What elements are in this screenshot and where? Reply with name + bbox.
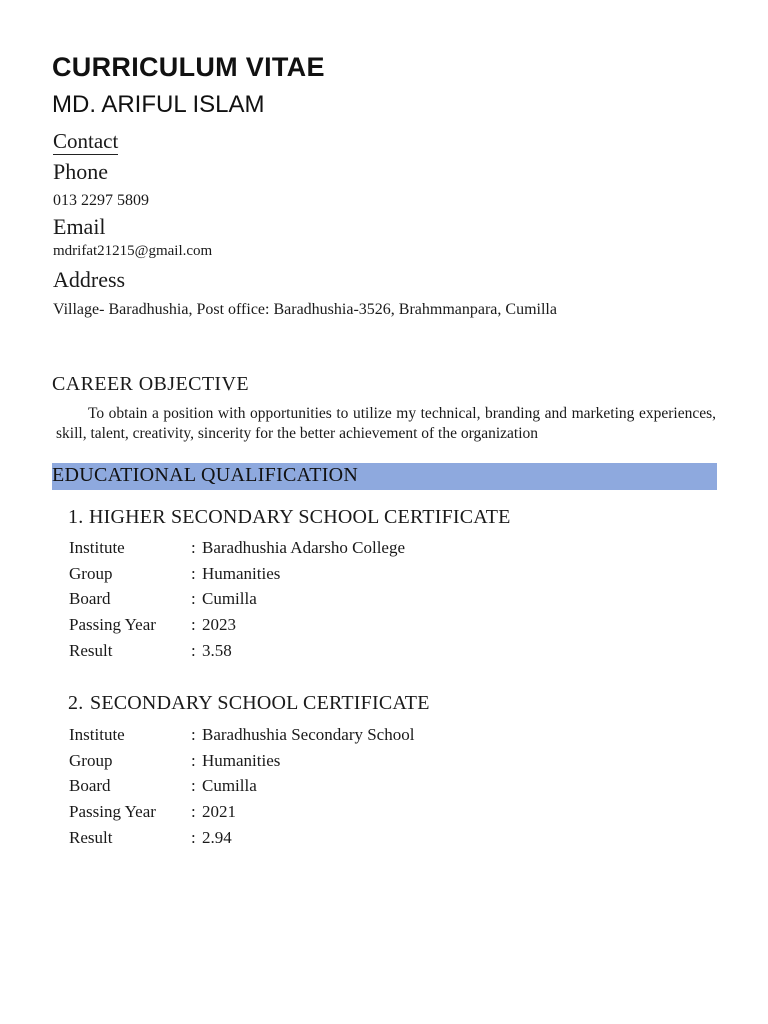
cert-2-group-label: Group	[69, 751, 113, 770]
email-label: Email	[53, 214, 106, 239]
cert-1-result-colon: :	[191, 641, 196, 660]
certificate-2-title: SECONDARY SCHOOL CERTIFICATE	[90, 692, 430, 714]
phone-value: 013 2297 5809	[53, 192, 149, 209]
education-heading: EDUCATIONAL QUALIFICATION	[52, 464, 359, 486]
cert-2-group-colon: :	[191, 751, 196, 770]
document-title: CURRICULUM VITAE	[52, 52, 325, 82]
contact-heading: Contact	[53, 129, 119, 153]
cert-1-result-label: Result	[69, 641, 113, 660]
email-value: mdrifat21215@gmail.com	[53, 243, 213, 259]
cert-1-passing-year-value: 2023	[202, 615, 236, 634]
cert-1-passing-year-colon: :	[191, 615, 196, 634]
cert-1-board-label: Board	[69, 589, 111, 608]
cert-1-group-value: Humanities	[202, 564, 281, 583]
cert-1-institute-colon: :	[191, 538, 196, 557]
career-objective-heading: CAREER OBJECTIVE	[52, 373, 249, 395]
cert-1-board-colon: :	[191, 589, 196, 608]
cert-2-institute-value: Baradhushia Secondary School	[202, 725, 415, 744]
cert-2-board-colon: :	[191, 776, 196, 795]
cert-2-institute-label: Institute	[69, 725, 125, 744]
cert-2-institute-colon: :	[191, 725, 196, 744]
certificate-1-title: HIGHER SECONDARY SCHOOL CERTIFICATE	[89, 506, 511, 528]
cert-2-group-value: Humanities	[202, 751, 281, 770]
cert-2-passing-year-value: 2021	[202, 802, 236, 821]
cert-1-institute-value: Baradhushia Adarsho College	[202, 538, 406, 557]
education-heading-bar	[52, 463, 717, 490]
certificate-1-number: 1.	[68, 506, 84, 528]
cert-2-passing-year-colon: :	[191, 802, 196, 821]
cert-2-board-value: Cumilla	[202, 776, 257, 795]
cert-1-passing-year-label: Passing Year	[69, 615, 156, 634]
cert-2-board-label: Board	[69, 776, 111, 795]
cert-1-group-label: Group	[69, 564, 113, 583]
phone-label: Phone	[53, 159, 108, 184]
cert-2-result-value: 2.94	[202, 828, 232, 847]
cert-1-institute-label: Institute	[69, 538, 125, 557]
cert-1-group-colon: :	[191, 564, 196, 583]
candidate-name: MD. ARIFUL ISLAM	[52, 91, 265, 118]
address-value: Village- Baradhushia, Post office: Baradhushia-3526, Brahmmanpara, Cumilla	[53, 301, 557, 318]
cert-2-result-label: Result	[69, 828, 113, 847]
career-objective-text: To obtain a position with opportunities to utilize my technical, branding and marketing experiences, skill, talent, creativity, sincerity for the better achievement of the organization	[56, 405, 716, 442]
address-label: Address	[53, 267, 126, 292]
cert-1-board-value: Cumilla	[202, 589, 257, 608]
cert-2-result-colon: :	[191, 828, 196, 847]
cert-1-result-value: 3.58	[202, 641, 232, 660]
cert-2-passing-year-label: Passing Year	[69, 802, 156, 821]
certificate-2-number: 2.	[68, 692, 84, 714]
